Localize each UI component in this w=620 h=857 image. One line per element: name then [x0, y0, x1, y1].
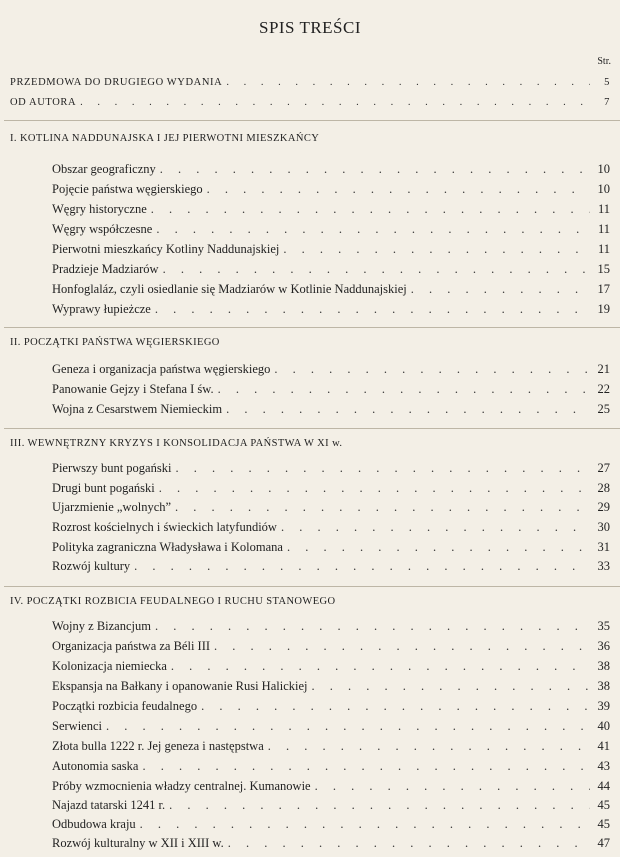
toc-entry-label: Serwienci: [52, 719, 102, 733]
leader-dots: [169, 798, 590, 813]
toc-entry: [52, 162, 610, 180]
toc-entry-page: 44: [597, 779, 610, 793]
toc-entry-label: Węgry historyczne: [52, 202, 147, 216]
toc-entry-page: 22: [597, 382, 610, 396]
leader-dots: [175, 461, 590, 476]
toc-entry-label: Rozwój kulturalny w XII i XIII w.: [52, 836, 224, 850]
leader-dots: [312, 679, 591, 694]
toc-entry-label: Rozwój kultury: [52, 559, 131, 573]
leader-dots: [218, 382, 590, 397]
toc-entry-page: 15: [597, 262, 610, 276]
toc-entry: [52, 619, 610, 637]
toc-entry: [52, 481, 610, 499]
toc-entry: [52, 500, 610, 518]
toc-entry-label: Polityka zagraniczna Władysława i Kolomana: [52, 540, 283, 554]
toc-entry: [52, 182, 610, 200]
toc-entry-page: 11: [597, 202, 610, 216]
leader-dots: [274, 362, 590, 377]
toc-entry-page: 5: [604, 77, 610, 88]
leader-dots: [214, 639, 590, 654]
toc-entry: [52, 242, 610, 260]
toc-entry-page: 21: [597, 362, 610, 376]
toc-entry-label: Wojny z Bizancjum: [52, 619, 151, 633]
toc-entry: [52, 461, 610, 479]
leader-dots: [163, 262, 590, 277]
toc-entry-label: Wojna z Cesarstwem Niemieckim: [52, 402, 223, 416]
toc-entry-page: 17: [597, 282, 610, 296]
toc-entry: [52, 302, 610, 320]
toc-entry: [52, 679, 610, 697]
toc-entry-page: 27: [597, 461, 610, 475]
toc-entry-page: 7: [604, 97, 610, 108]
toc-entry-page: 28: [597, 481, 610, 495]
toc-entry-label: Pierwszy bunt pogański: [52, 461, 172, 475]
toc-entry-page: 39: [597, 699, 610, 713]
leader-dots: [411, 282, 590, 297]
leader-dots: [106, 719, 590, 734]
leader-dots: [283, 242, 590, 257]
toc-entry-page: 40: [597, 719, 610, 733]
leader-dots: [226, 77, 590, 88]
toc-entry-label: Najazd tatarski 1241 r.: [52, 798, 166, 812]
toc-entry-label: Pierwotni mieszkańcy Kotliny Naddunajskiej: [52, 242, 280, 256]
toc-entry-label: Złota bulla 1222 r. Jej geneza i następstwa: [52, 739, 264, 753]
leader-dots: [228, 836, 590, 851]
leader-dots: [268, 739, 590, 754]
toc-entry-label: Drugi bunt pogański: [52, 481, 155, 495]
toc-entry: [52, 759, 610, 777]
toc-entry: [52, 559, 610, 577]
toc-entry-page: 33: [597, 559, 610, 573]
leader-dots: [159, 481, 590, 496]
leader-dots: [151, 202, 590, 217]
toc-entry: [52, 382, 610, 400]
page-column-label: Str.: [597, 56, 611, 67]
toc-entry-page: 45: [597, 798, 610, 812]
toc-entry-label: Geneza i organizacja państwa węgierskiego: [52, 362, 271, 376]
toc-entry: [52, 402, 610, 420]
leader-dots: [160, 162, 590, 177]
toc-entry-label: Ekspansja na Bałkany i opanowanie Rusi Halickiej: [52, 679, 308, 693]
chapter-heading: II. POCZĄTKI PAŃSTWA WĘGIERSKIEGO: [10, 337, 220, 348]
toc-entry-label: OD AUTORA: [10, 97, 77, 108]
toc-entry-label: Autonomia saska: [52, 759, 139, 773]
toc-entry-label: Panowanie Gejzy i Stefana I św.: [52, 382, 214, 396]
leader-dots: [175, 500, 590, 515]
toc-entry-label: Pojęcie państwa węgierskiego: [52, 182, 203, 196]
divider: [4, 428, 620, 429]
toc-entry-page: 29: [597, 500, 610, 514]
page-title: SPIS TREŚCI: [258, 18, 362, 37]
toc-entry-page: 41: [597, 739, 610, 753]
toc-entry: [52, 836, 610, 854]
toc-entry-label: Obszar geograficzny: [52, 162, 156, 176]
toc-entry: [52, 798, 610, 816]
leader-dots: [142, 759, 590, 774]
toc-entry-page: 47: [597, 836, 610, 850]
leader-dots: [171, 659, 590, 674]
chapter-heading: IV. POCZĄTKI ROZBICIA FEUDALNEGO I RUCHU STANOWEGO: [10, 596, 336, 607]
toc-entry-page: 30: [597, 520, 610, 534]
toc-entry: [52, 699, 610, 717]
toc-entry: [52, 739, 610, 757]
toc-entry: [52, 817, 610, 835]
divider: [4, 120, 620, 121]
toc-entry-label: Ujarzmienie „wolnych”: [52, 500, 172, 514]
toc-entry-page: 19: [597, 302, 610, 316]
toc-entry-label: Honfoglaláz, czyli osiedlanie się Madziarów w Kotlinie Naddunajskiej: [52, 282, 407, 296]
toc-entry-label: PRZEDMOWA DO DRUGIEGO WYDANIA: [10, 77, 223, 88]
toc-entry-page: 25: [597, 402, 610, 416]
toc-entry-page: 31: [597, 540, 610, 554]
toc-entry-label: Węgry współczesne: [52, 222, 153, 236]
toc-entry-page: 38: [597, 679, 610, 693]
toc-entry-preface: [10, 77, 610, 95]
leader-dots: [156, 222, 590, 237]
leader-dots: [80, 97, 590, 108]
toc-entry-label: Próby wzmocnienia władzy centralnej. Kumanowie: [52, 779, 311, 793]
leader-dots: [155, 619, 590, 634]
toc-entry-page: 11: [597, 242, 610, 256]
toc-entry-author-note: [10, 97, 610, 115]
toc-entry: [52, 719, 610, 737]
leader-dots: [140, 817, 590, 832]
leader-dots: [287, 540, 590, 555]
toc-entry-page: 11: [597, 222, 610, 236]
chapter-heading: I. KOTLINA NADDUNAJSKA I JEJ PIERWOTNI MIESZKAŃCY: [10, 133, 320, 144]
toc-entry-page: 35: [597, 619, 610, 633]
toc-entry: [52, 540, 610, 558]
toc-entry-label: Pradzieje Madziarów: [52, 262, 159, 276]
toc-entry: [52, 779, 610, 797]
toc-entry-page: 10: [597, 162, 610, 176]
toc-entry-page: 10: [597, 182, 610, 196]
toc-entry: [52, 520, 610, 538]
toc-entry-label: Odbudowa kraju: [52, 817, 136, 831]
toc-entry-label: Wyprawy łupieżcze: [52, 302, 151, 316]
leader-dots: [315, 779, 590, 794]
leader-dots: [226, 402, 590, 417]
leader-dots: [201, 699, 590, 714]
leader-dots: [134, 559, 590, 574]
divider: [4, 327, 620, 328]
toc-entry-label: Początki rozbicia feudalnego: [52, 699, 198, 713]
toc-entry: [52, 222, 610, 240]
toc-entry-page: 36: [597, 639, 610, 653]
toc-entry-page: 45: [597, 817, 610, 831]
toc-entry-label: Kolonizacja niemiecka: [52, 659, 167, 673]
leader-dots: [155, 302, 590, 317]
toc-entry-page: 43: [597, 759, 610, 773]
chapter-heading: III. WEWNĘTRZNY KRYZYS I KONSOLIDACJA PAŃSTWA W XI w.: [10, 438, 343, 449]
toc-entry: [52, 639, 610, 657]
leader-dots: [281, 520, 590, 535]
toc-entry: [52, 202, 610, 220]
toc-entry: [52, 362, 610, 380]
toc-entry-page: 38: [597, 659, 610, 673]
toc-entry: [52, 262, 610, 280]
toc-entry-label: Organizacja państwa za Béli III: [52, 639, 211, 653]
toc-entry: [52, 659, 610, 677]
leader-dots: [207, 182, 590, 197]
divider: [4, 586, 620, 587]
toc-entry-label: Rozrost kościelnych i świeckich latyfundiów: [52, 520, 277, 534]
toc-entry: [52, 282, 610, 300]
